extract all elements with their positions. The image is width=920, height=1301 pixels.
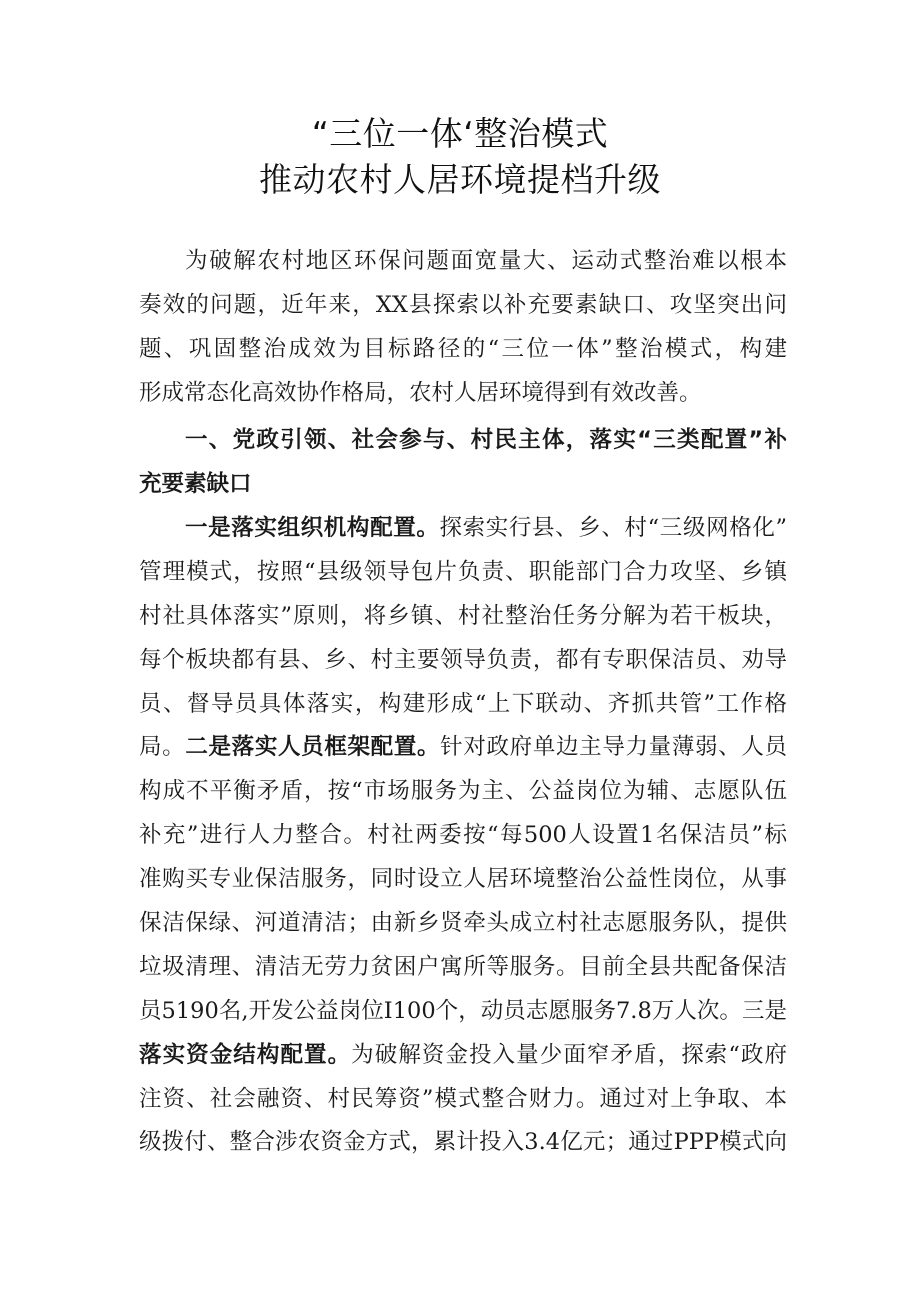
paragraph-line: [139, 507, 787, 551]
paragraph-line: 构成不平衡矛盾，按“市场服务为主、公益岗位为辅、志愿队伍: [139, 778, 787, 805]
intro-line: 题、巩固整治成效为目标路径的“三位一体”整治模式，构建: [139, 335, 787, 362]
paragraph-line: 管理模式，按照“县级领导包片负责、职能部门合力攻坚、乡镇: [139, 558, 787, 585]
paragraph-line: 保洁保绿、河道清洁；由新乡贤牵头成立村社志愿服务队，提供: [139, 910, 787, 937]
section-1-heading: [139, 419, 787, 507]
paragraph-line: 垃圾清理、清洁无劳力贫困户寓所等服务。目前全县共配备保洁: [139, 953, 787, 980]
paragraph-line: [139, 726, 787, 770]
subheading-personnel: 二是落实人员框架配置。: [185, 734, 441, 761]
paragraph-line: 补充”进行人力整合。村社两委按“每500人设置1名保洁员”标: [139, 822, 787, 849]
section-heading-line: 一、党政引领、社会参与、村民主体，落实“三类配置”补: [185, 427, 787, 453]
paragraph-line: 每个板块都有县、乡、村主要领导负责，都有专职保洁员、劝导: [139, 646, 787, 673]
paragraph-line: 注资、社会融资、村民筹资”模式整合财力。通过对上争取、本: [139, 1085, 787, 1112]
document-title-line-2: 推动农村人居环境提档升级: [259, 160, 661, 199]
intro-line: 为破解农村地区环保问题面宽量大、运动式整治难以根本: [185, 248, 787, 274]
subheading-funding: 落实资金结构配置。: [139, 1041, 352, 1068]
section-heading-line: 充要素缺口: [139, 470, 252, 497]
paragraph-line: 准购买专业保洁服务，同时设立人居环境整治公益性岗位，从事: [139, 866, 787, 893]
section-1-paragraph: [139, 507, 787, 1165]
intro-line: 形成常态化高效协作格局，农村人居环境得到有效改善。: [139, 379, 702, 406]
document-title-line-1: “三位一体‘整治模式: [311, 114, 609, 153]
paragraph-line: 村社具体落实”原则，将乡镇、村社整治任务分解为若干板块，: [139, 602, 787, 629]
intro-paragraph: [139, 240, 787, 416]
paragraph-line: 级拨付、整合涉农资金方式，累计投入3.4亿元；通过PPP模式向: [139, 1129, 787, 1156]
intro-line: 奏效的问题，近年来，XX县探索以补充要素缺口、攻坚突出问: [139, 291, 787, 318]
paragraph-text: 局。: [139, 734, 186, 761]
paragraph-line: 员、督导员具体落实，构建形成“上下联动、齐抓共管”工作格: [139, 690, 787, 717]
paragraph-text: 针对政府单边主导力量薄弱、人员: [440, 734, 787, 761]
subheading-organization: 一是落实组织机构配置。: [185, 515, 440, 541]
paragraph-line: [139, 1034, 787, 1078]
paragraph-text: 探索实行县、乡、村“三级网格化”: [439, 515, 787, 541]
paragraph-text: 为破解资金投入量少面窄矛盾，探索“政府: [351, 1041, 787, 1068]
paragraph-line: 员5190名,开发公益岗位I100个，动员志愿服务7.8万人次。三是: [139, 997, 787, 1024]
